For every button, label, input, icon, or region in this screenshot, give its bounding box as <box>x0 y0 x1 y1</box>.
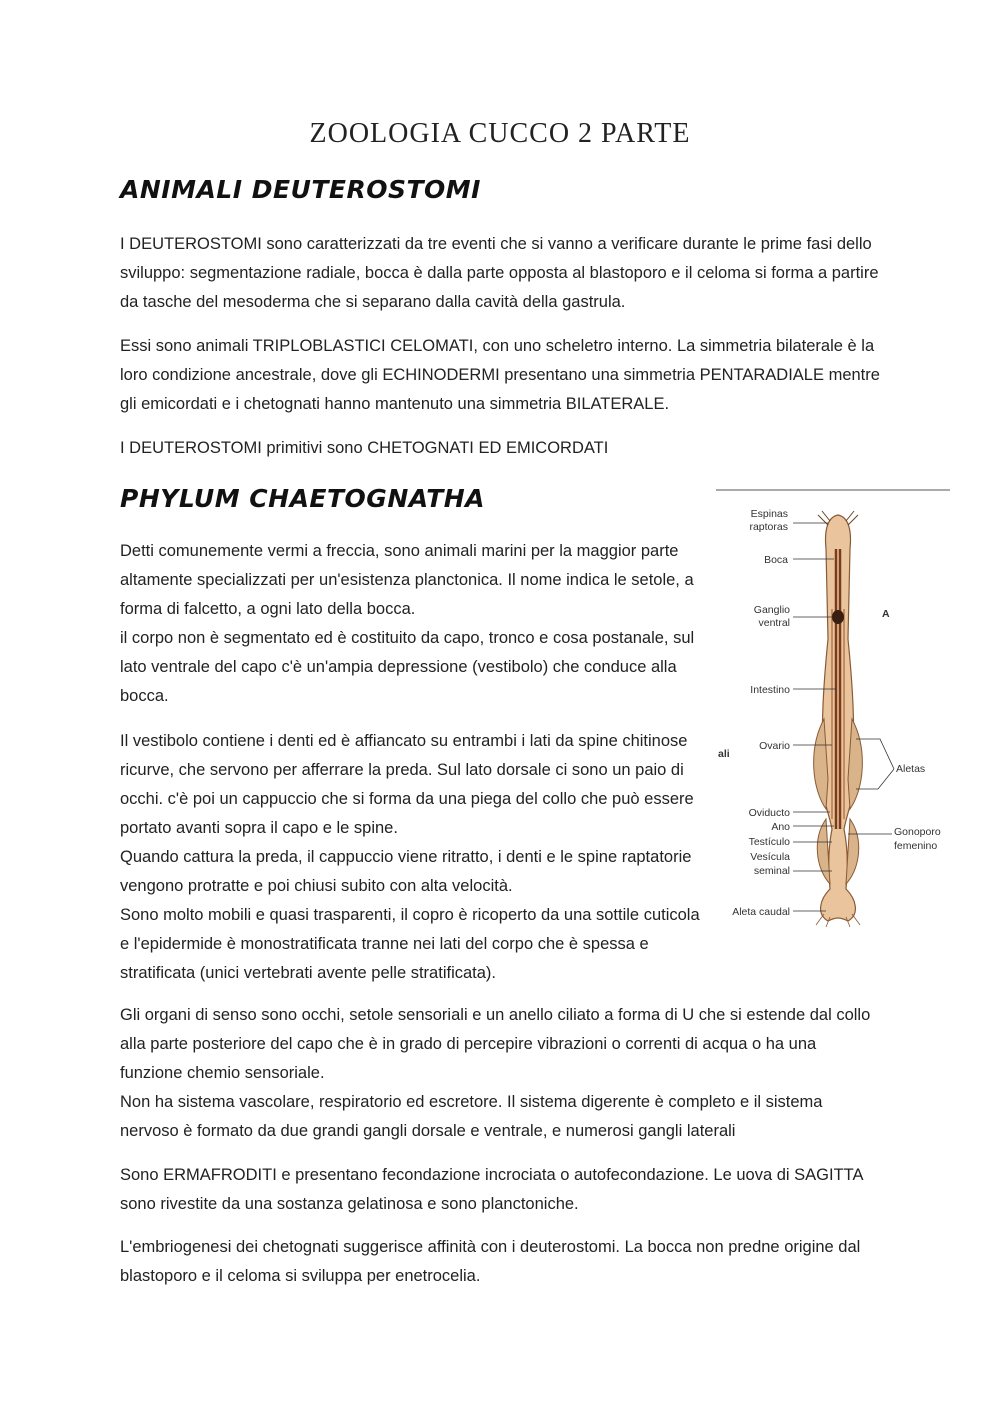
label-seminal: seminal <box>753 865 790 877</box>
label-ganglio: Ganglio <box>753 604 790 616</box>
chaetognath-anatomy-figure <box>716 489 950 929</box>
label-raptoras: raptoras <box>749 521 788 533</box>
label-testiculo: Testículo <box>748 836 790 848</box>
label-aletas: Aletas <box>896 763 926 775</box>
paragraph: L'embriogenesi dei chetognati suggerisce affinità con i deuterostomi. La bocca non predne origine dal blastoporo e il celoma si sviluppa per enetrocelia. <box>120 1238 861 1285</box>
posterior-fin-left <box>817 819 830 884</box>
label-fragment-ali: ali <box>718 748 730 760</box>
label-boca: Boca <box>764 554 788 566</box>
label-oviducto: Oviducto <box>748 807 790 819</box>
section-heading-chaetognatha: PHYLUM CHAETOGNATHA <box>120 484 486 513</box>
paragraph: I DEUTEROSTOMI primitivi sono CHETOGNATI ED EMICORDATI <box>120 439 609 457</box>
paragraph: Sono ERMAFRODITI e presentano fecondazione incrociata o autofecondazione. Le uova di SAGITTA sono rivestite da una sostanza gelatinosa e sono planctoniche. <box>120 1166 863 1213</box>
section-heading-deuterostomi: ANIMALI DEUTEROSTOMI <box>120 175 481 204</box>
label-ano: Ano <box>771 821 790 833</box>
label-ventral: ventral <box>758 617 790 629</box>
posterior-fin-right <box>846 819 859 884</box>
paragraph: Detti comunemente vermi a freccia, sono animali marini per la maggior parte altamente specializzati per un'esistenza planctonica. Il nome indica le setole, a forma di falcetto, a ogni lato della bocca. il corpo non è segmentato ed è costituito da capo, tronco e cosa postanale, sul lato ventrale del capo c'è un'ampia depressione (vestibolo) che conduce alla bocca. <box>120 542 695 705</box>
label-letter-a: A <box>882 608 890 620</box>
paragraph: Essi sono animali TRIPLOBLASTICI CELOMATI, con uno scheletro interno. La simmetria bilaterale è la loro condizione ancestrale, dove gli ECHINODERMI presentano una simmetria PENTARADIALE mentre gli emicordati e i chetognati hanno mantenuto una simmetria BILATERALE. <box>120 337 880 413</box>
label-intestino: Intestino <box>750 684 790 696</box>
label-ovario: Ovario <box>759 740 790 752</box>
anatomy-diagram <box>716 489 950 929</box>
label-aleta-caudal: Aleta caudal <box>732 906 790 918</box>
label-vesicula: Vesícula <box>750 851 790 863</box>
label-espinas: Espinas <box>750 508 788 520</box>
label-gonoporo: Gonoporo <box>894 826 941 838</box>
page-title: ZOOLOGIA CUCCO 2 PARTE <box>309 118 691 149</box>
label-femenino: femenino <box>894 840 938 852</box>
paragraph: I DEUTEROSTOMI sono caratterizzati da tre eventi che si vanno a verificare durante le prime fasi dello sviluppo: segmentazione radiale, bocca è dalla parte opposta al blastoporo e il celoma si forma a partire da tasche del mesoderma che si separano dalla cavità della gastrula. <box>120 235 879 311</box>
ventral-ganglion-mark <box>832 610 844 624</box>
paragraph: Gli organi di senso sono occhi, setole sensoriali e un anello ciliato a forma di U che si estende dal collo alla parte posteriore del capo che è in grado di percepire vibrazioni o correnti di acqua o ha una funzione chemio sensoriale. Non ha sistema vascolare, respiratorio ed escretore. Il sistema digerente è completo e il sistema nervoso è formato da due grandi gangli dorsale e ventrale, e numerosi gangli laterali <box>120 1006 871 1140</box>
paragraph: Il vestibolo contiene i denti ed è affiancato su entrambi i lati da spine chitinose ricurve, che servono per afferrare la preda. Sul lato dorsale ci sono un paio di occhi. c'è poi un cappuccio che si forma da una piega del collo che può essere portato avanti sopra il capo e le spine. Quando cattura la preda, il cappuccio viene ritratto, i denti e le spine raptatorie vengono protratte e poi chiusi subito con alta velocità. Sono molto mobili e quasi trasparenti, il copro è ricoperto da una sottile cuticola e l'epidermide è monostratificata tranne nei lati del corpo che è spessa e stratificata (unici vertebrati avente pelle stratificata). <box>120 732 700 982</box>
